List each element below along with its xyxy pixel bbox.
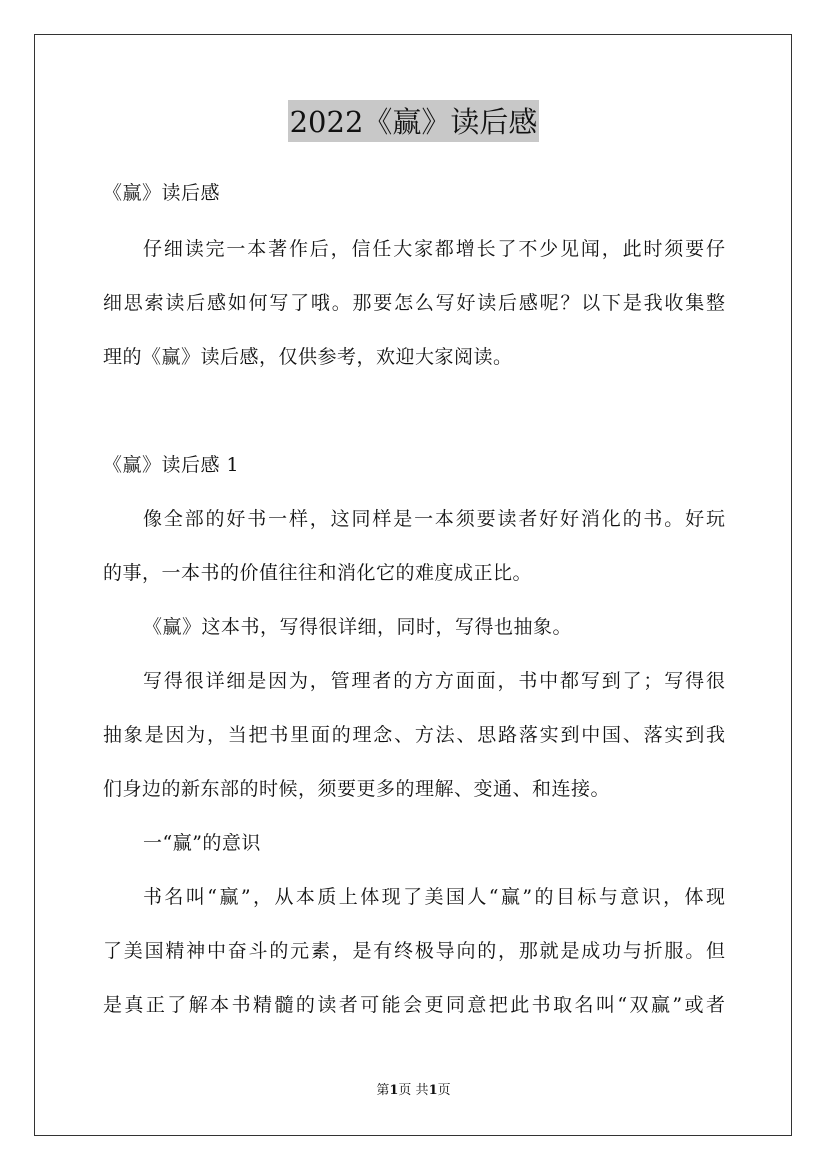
paragraph-4-line-3: 是真正了解本书精髓的读者可能会更同意把此书取名叫“双赢”或者: [103, 994, 725, 1016]
paragraph-1-line-2: 的事，一本书的价值往往和消化它的难度成正比。: [103, 562, 533, 584]
paragraph-4-line-2: 了美国精神中奋斗的元素，是有终极导向的，那就是成功与折服。但: [103, 940, 725, 962]
paragraph-3-line-3: 们身边的新东部的时候，须要更多的理解、变通、和连接。: [103, 778, 611, 800]
paragraph-4-line-1: 书名叫“赢”，从本质上体现了美国人“赢”的目标与意识，体现: [143, 886, 725, 908]
footer-page-number: 1: [389, 1083, 399, 1098]
subheading: 《赢》读后感: [103, 182, 221, 204]
paragraph-3-line-2: 抽象是因为，当把书里面的理念、方法、思路落实到中国、落实到我: [103, 724, 725, 746]
paragraph-1-line-1: 像全部的好书一样，这同样是一本须要读者好好消化的书。好玩: [143, 508, 725, 530]
paragraph-2: 《赢》这本书，写得很详细，同时，写得也抽象。: [143, 616, 573, 638]
document-title: 2022《赢》读后感: [288, 100, 540, 142]
document-title-wrapper: [0, 100, 827, 142]
intro-line-1: 仔细读完一本著作后，信任大家都增长了不少见闻，此时须要仔: [143, 238, 725, 260]
intro-line-2: 细思索读后感如何写了哦。那要怎么写好读后感呢？以下是我收集整: [103, 292, 725, 314]
footer-mid: 页 共: [398, 1083, 429, 1098]
section-heading: 《赢》读后感 1: [103, 454, 240, 476]
footer-prefix: 第: [376, 1083, 390, 1098]
page-footer: [0, 1082, 827, 1100]
paragraph-3-line-1: 写得很详细是因为，管理者的方方面面，书中都写到了；写得很: [143, 670, 725, 692]
footer-suffix: 页: [437, 1083, 451, 1098]
footer-total-pages: 1: [428, 1083, 438, 1098]
intro-line-3: 理的《赢》读后感，仅供参考，欢迎大家阅读。: [103, 346, 513, 368]
subsection-heading: 一“赢”的意识: [143, 832, 261, 854]
